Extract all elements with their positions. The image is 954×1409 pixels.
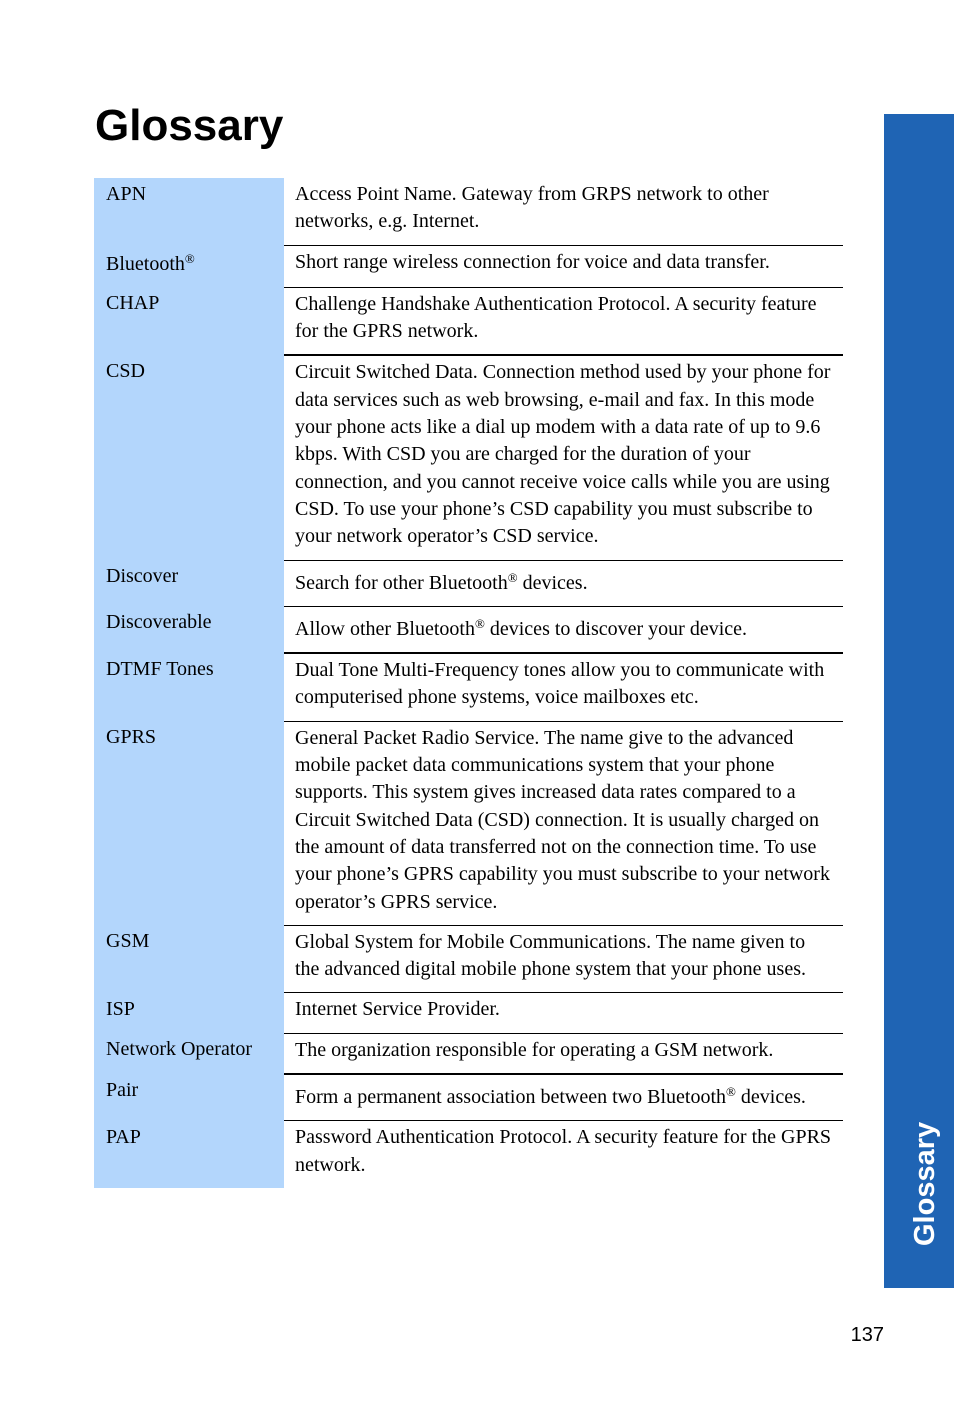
glossary-definition bbox=[284, 721, 843, 925]
term-text: GPRS bbox=[106, 726, 157, 749]
glossary-row bbox=[94, 355, 843, 560]
definition-text: Challenge Handshake Authentication Protocol. A security feature for the GPRS network. bbox=[295, 292, 817, 343]
definition-text: Internet Service Provider. bbox=[295, 998, 500, 1021]
definition-text: Search for other Bluetooth bbox=[295, 571, 508, 594]
definition-text: Dual Tone Multi-Frequency tones allow you to communicate with computerised phone systems, voice mailboxes etc. bbox=[295, 659, 825, 709]
definition-text-end: devices to discover your device. bbox=[484, 617, 748, 640]
glossary-term bbox=[94, 993, 284, 1033]
glossary-row bbox=[94, 925, 843, 993]
definition-text-end: devices. bbox=[517, 571, 588, 594]
side-tab-label: Glossary bbox=[909, 1121, 941, 1246]
definition-text: The organization responsible for operating a GSM network. bbox=[295, 1038, 774, 1061]
glossary-term bbox=[94, 925, 284, 993]
glossary-term bbox=[94, 721, 284, 925]
term-text: Pair bbox=[106, 1079, 139, 1102]
side-tab bbox=[884, 114, 954, 1288]
term-text: ISP bbox=[106, 997, 135, 1020]
glossary-definition bbox=[284, 178, 843, 245]
term-text: Network Operator bbox=[106, 1038, 253, 1061]
glossary-term bbox=[94, 287, 284, 355]
glossary-row bbox=[94, 245, 843, 287]
term-text: PAP bbox=[106, 1125, 141, 1148]
glossary-term bbox=[94, 560, 284, 606]
glossary-row bbox=[94, 606, 843, 653]
term-text: APN bbox=[106, 183, 147, 205]
glossary-definition bbox=[284, 1074, 843, 1121]
definition-text: Global System for Mobile Communications. The name given to the advanced digital mobile phone system that your phone uses. bbox=[295, 930, 806, 981]
term-text: Discover bbox=[106, 565, 179, 588]
glossary-definition bbox=[284, 606, 843, 653]
glossary-row bbox=[94, 1121, 843, 1188]
definition-text: Form a permanent association between two Bluetooth bbox=[295, 1086, 727, 1109]
glossary-term bbox=[94, 1121, 284, 1188]
term-text: CHAP bbox=[106, 292, 160, 315]
glossary-row bbox=[94, 287, 843, 355]
glossary-term bbox=[94, 1074, 284, 1121]
glossary-row bbox=[94, 178, 843, 245]
glossary-definition bbox=[284, 245, 843, 287]
term-text: GSM bbox=[106, 930, 150, 953]
page-number: 137 bbox=[850, 1324, 884, 1346]
registered-mark: ® bbox=[726, 1084, 736, 1100]
glossary-term bbox=[94, 355, 284, 560]
term-text: Bluetooth bbox=[106, 253, 185, 276]
definition-text-end: devices. bbox=[735, 1086, 806, 1109]
glossary-definition bbox=[284, 1121, 843, 1188]
glossary-term bbox=[94, 178, 284, 245]
glossary-row bbox=[94, 721, 843, 925]
glossary-definition bbox=[284, 1033, 843, 1074]
glossary-row bbox=[94, 560, 843, 606]
glossary-definition bbox=[284, 925, 843, 993]
glossary-definition bbox=[284, 355, 843, 560]
definition-text: Circuit Switched Data. Connection method used by your phone for data services such as web browsing, e-mail and fax. In this mode your phone acts like a dial up modem with a data rate of up to 9.6 kbps. With CSD you are charged for the duration of your connection, and you cannot receive voice calls while you are using CSD. To use your phone’s CSD capability you must subscribe to your network operator’s CSD service. bbox=[295, 361, 831, 548]
glossary-definition bbox=[284, 560, 843, 606]
glossary-definition bbox=[284, 653, 843, 721]
registered-mark: ® bbox=[184, 251, 195, 267]
term-text: Discoverable bbox=[106, 611, 212, 634]
definition-text: General Packet Radio Service. The name give to the advanced mobile packet data communications system that your phone supports. This system gives increased data rates compared to a Circuit Switched Data (CSD) connection. It is usually charged on the amount of data transferred not on the connection time. To use your phone’s GPRS capability you must subscribe to your network operator’s GPRS service. bbox=[295, 726, 830, 913]
glossary-row bbox=[94, 1033, 843, 1074]
definition-text: Short range wireless connection for voice and data transfer. bbox=[295, 250, 770, 273]
definition-text: Allow other Bluetooth bbox=[295, 617, 475, 640]
definition-text: Access Point Name. Gateway from GRPS network to other networks, e.g. Internet. bbox=[295, 183, 769, 233]
glossary-table bbox=[94, 178, 843, 1188]
glossary-row bbox=[94, 653, 843, 721]
glossary-term bbox=[94, 1033, 284, 1074]
glossary-term bbox=[94, 245, 284, 287]
definition-text: Password Authentication Protocol. A security feature for the GPRS network. bbox=[295, 1126, 832, 1176]
glossary-row bbox=[94, 1074, 843, 1121]
glossary-term bbox=[94, 606, 284, 653]
glossary-definition bbox=[284, 993, 843, 1033]
term-text: DTMF Tones bbox=[106, 658, 214, 681]
glossary-definition bbox=[284, 287, 843, 355]
glossary-row bbox=[94, 993, 843, 1033]
registered-mark: ® bbox=[507, 569, 518, 585]
glossary-term bbox=[94, 653, 284, 721]
page-title: Glossary bbox=[95, 101, 284, 150]
term-text: CSD bbox=[106, 360, 145, 383]
registered-mark: ® bbox=[474, 615, 485, 631]
